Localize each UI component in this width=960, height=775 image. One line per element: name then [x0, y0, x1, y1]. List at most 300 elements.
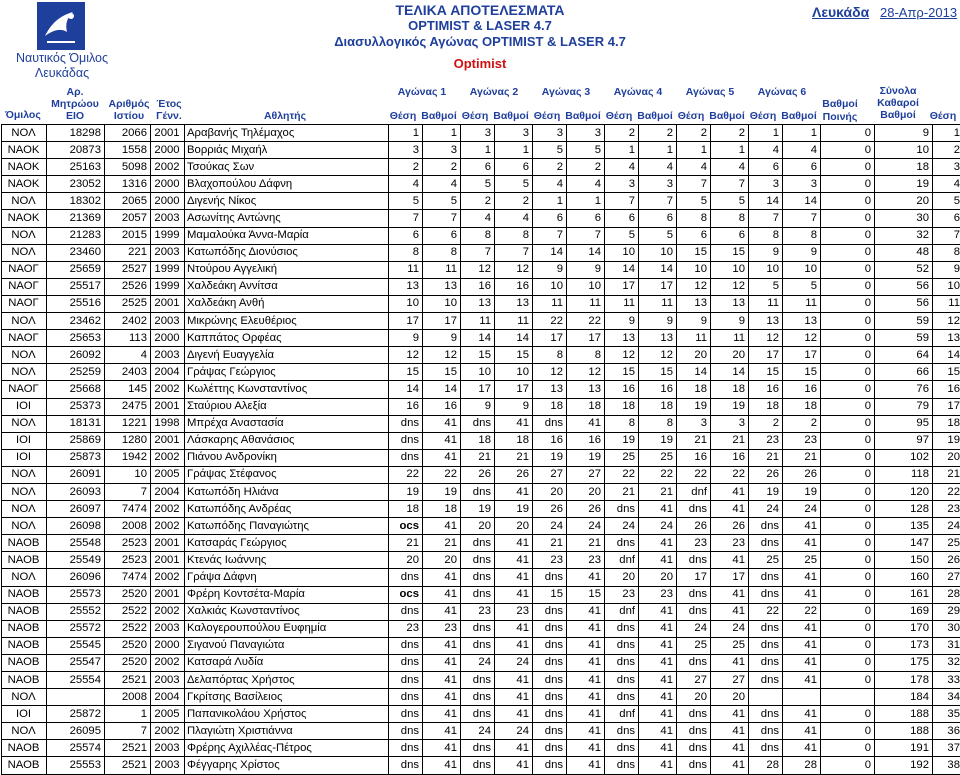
- cell-r6-points: 41: [783, 535, 821, 552]
- cell-birth-year: 2005: [151, 706, 185, 723]
- race-4-label: Αγώνας 4: [602, 86, 674, 98]
- cell-r5-points: 41: [711, 501, 749, 518]
- cell-r4-points: 25: [639, 449, 677, 466]
- cell-r3-points: 19: [567, 449, 605, 466]
- cell-r4-points: 24: [639, 518, 677, 535]
- event-date: 28-Απρ-2013: [880, 5, 957, 20]
- cell-penalty: 0: [821, 364, 875, 381]
- cell-r1-place: 16: [389, 398, 423, 415]
- cell-athlete: Καππάτος Ορφέας: [185, 330, 389, 347]
- cell-r6-points: 26: [783, 466, 821, 483]
- cell-r6-points: 23: [783, 432, 821, 449]
- cell-birth-year: 2002: [151, 654, 185, 671]
- cell-r4-points: 41: [639, 723, 677, 740]
- cell-athlete: Ασωνίτης Αντώνης: [185, 210, 389, 227]
- cell-r5-place: 8: [677, 210, 711, 227]
- cell-r6-place: dns: [749, 620, 783, 637]
- cell-r4-place: 12: [605, 347, 639, 364]
- cell-birth-year: 2001: [151, 535, 185, 552]
- cell-r5-points: 41: [711, 757, 749, 774]
- col-totals-line1: Σύνολα: [872, 85, 924, 97]
- cell-r6-points: 17: [783, 347, 821, 364]
- cell-r6-place: dns: [749, 672, 783, 689]
- cell-r5-points: 13: [711, 295, 749, 312]
- cell-r6-place: [749, 689, 783, 706]
- cell-r6-points: 24: [783, 501, 821, 518]
- cell-reg-no: 18298: [47, 125, 105, 142]
- cell-r2-points: 5: [495, 176, 533, 193]
- cell-r3-place: dns: [533, 603, 567, 620]
- cell-r2-points: 16: [495, 278, 533, 295]
- cell-r1-points: 41: [423, 672, 461, 689]
- cell-sail-no: 2522: [105, 620, 151, 637]
- cell-r2-points: 41: [495, 672, 533, 689]
- cell-r1-place: 23: [389, 620, 423, 637]
- cell-r1-place: dns: [389, 432, 423, 449]
- cell-birth-year: 2003: [151, 244, 185, 261]
- cell-athlete: Κωλέττης Κωνσταντίνος: [185, 381, 389, 398]
- cell-r4-points: 18: [639, 398, 677, 415]
- cell-athlete: Ντούρου Αγγελική: [185, 261, 389, 278]
- cell-r3-points: 17: [567, 330, 605, 347]
- cell-r6-points: 41: [783, 740, 821, 757]
- cell-final-place: 24: [933, 518, 960, 535]
- cell-r2-points: 41: [495, 415, 533, 432]
- cell-net-points: 192: [875, 757, 933, 774]
- cell-r6-points: 5: [783, 278, 821, 295]
- cell-r2-place: dns: [461, 586, 495, 603]
- cell-r4-points: 14: [639, 261, 677, 278]
- cell-r4-points: 20: [639, 569, 677, 586]
- cell-r5-place: 4: [677, 159, 711, 176]
- cell-r5-points: 41: [711, 654, 749, 671]
- cell-penalty: 0: [821, 466, 875, 483]
- cell-final-place: 5: [933, 193, 960, 210]
- cell-r6-place: 14: [749, 193, 783, 210]
- cell-r5-points: 15: [711, 244, 749, 261]
- cell-r1-place: dns: [389, 706, 423, 723]
- cell-r3-points: 41: [567, 757, 605, 774]
- cell-r6-place: dns: [749, 518, 783, 535]
- cell-r4-place: 17: [605, 278, 639, 295]
- cell-r6-place: 23: [749, 432, 783, 449]
- col-reg-line1: Αρ.: [46, 86, 104, 98]
- cell-r5-place: dns: [677, 757, 711, 774]
- cell-r4-place: 1: [605, 142, 639, 159]
- cell-net-points: 184: [875, 689, 933, 706]
- cell-club: ΝΑΟΒ: [2, 535, 47, 552]
- cell-final-place: 36: [933, 723, 960, 740]
- cell-r3-place: dns: [533, 672, 567, 689]
- cell-penalty: 0: [821, 672, 875, 689]
- cell-r4-points: 15: [639, 364, 677, 381]
- table-row: [2, 244, 960, 261]
- race-2-label: Αγώνας 2: [458, 86, 530, 98]
- cell-net-points: 188: [875, 706, 933, 723]
- cell-r1-points: 41: [423, 569, 461, 586]
- cell-reg-no: 25373: [47, 398, 105, 415]
- cell-net-points: 9: [875, 125, 933, 142]
- cell-r1-points: 41: [423, 432, 461, 449]
- cell-penalty: 0: [821, 620, 875, 637]
- cell-reg-no: 18302: [47, 193, 105, 210]
- cell-r1-points: 16: [423, 398, 461, 415]
- cell-club: ΝΑΟΓ: [2, 330, 47, 347]
- cell-r6-points: 41: [783, 672, 821, 689]
- cell-r3-points: 41: [567, 637, 605, 654]
- cell-r5-place: dns: [677, 706, 711, 723]
- cell-net-points: 10: [875, 142, 933, 159]
- cell-reg-no: 26097: [47, 501, 105, 518]
- cell-r1-points: 13: [423, 278, 461, 295]
- results-header: [0, 0, 960, 124]
- cell-r3-place: 19: [533, 449, 567, 466]
- cell-r5-place: 10: [677, 261, 711, 278]
- cell-r3-points: 41: [567, 620, 605, 637]
- race-3-label: Αγώνας 3: [530, 86, 602, 98]
- cell-athlete: Σταύριου Αλεξία: [185, 398, 389, 415]
- table-row: [2, 518, 960, 535]
- cell-birth-year: 2002: [151, 159, 185, 176]
- cell-r6-place: 18: [749, 398, 783, 415]
- cell-r4-place: dns: [605, 535, 639, 552]
- cell-birth-year: 2003: [151, 347, 185, 364]
- cell-birth-year: 2003: [151, 620, 185, 637]
- cell-r5-points: 41: [711, 552, 749, 569]
- cell-r4-points: 12: [639, 347, 677, 364]
- cell-r3-place: 21: [533, 535, 567, 552]
- cell-r2-points: 41: [495, 552, 533, 569]
- cell-penalty: 0: [821, 381, 875, 398]
- cell-r1-place: 2: [389, 159, 423, 176]
- cell-r2-points: 2: [495, 193, 533, 210]
- table-row: [2, 449, 960, 466]
- cell-r2-place: 4: [461, 210, 495, 227]
- cell-r3-points: 7: [567, 227, 605, 244]
- cell-penalty: 0: [821, 449, 875, 466]
- cell-r5-place: 19: [677, 398, 711, 415]
- cell-r5-place: dnf: [677, 483, 711, 500]
- cell-r1-points: 8: [423, 244, 461, 261]
- cell-r2-points: 41: [495, 535, 533, 552]
- cell-r2-points: 41: [495, 637, 533, 654]
- cell-final-place: 38: [933, 757, 960, 774]
- cell-r2-place: 20: [461, 518, 495, 535]
- cell-r6-points: 13: [783, 313, 821, 330]
- col-sail-line1: Αριθμός: [104, 98, 154, 110]
- cell-r6-place: 2: [749, 415, 783, 432]
- cell-r1-points: 41: [423, 449, 461, 466]
- cell-penalty: 0: [821, 330, 875, 347]
- cell-club: ΝΑΟΒ: [2, 757, 47, 774]
- cell-final-place: 31: [933, 637, 960, 654]
- cell-athlete: Διγενή Ευαγγελία: [185, 347, 389, 364]
- cell-reg-no: 25545: [47, 637, 105, 654]
- cell-r1-points: 10: [423, 295, 461, 312]
- table-row: [2, 142, 960, 159]
- cell-r5-points: 20: [711, 689, 749, 706]
- cell-penalty: 0: [821, 654, 875, 671]
- cell-r5-place: 9: [677, 313, 711, 330]
- cell-final-place: 4: [933, 176, 960, 193]
- cell-r2-points: 41: [495, 586, 533, 603]
- cell-r3-points: 12: [567, 364, 605, 381]
- cell-sail-no: 2008: [105, 518, 151, 535]
- cell-r3-place: 6: [533, 210, 567, 227]
- cell-r1-place: 13: [389, 278, 423, 295]
- cell-birth-year: 2000: [151, 330, 185, 347]
- table-row: [2, 432, 960, 449]
- cell-r3-points: 41: [567, 740, 605, 757]
- cell-r6-place: 5: [749, 278, 783, 295]
- cell-birth-year: 2001: [151, 432, 185, 449]
- cell-r4-place: 20: [605, 569, 639, 586]
- cell-club: ΝΑΟΒ: [2, 603, 47, 620]
- cell-r2-points: 14: [495, 330, 533, 347]
- cell-sail-no: 7: [105, 723, 151, 740]
- cell-r2-place: 12: [461, 261, 495, 278]
- cell-r1-points: 41: [423, 603, 461, 620]
- cell-r2-points: 4: [495, 210, 533, 227]
- cell-final-place: 25: [933, 535, 960, 552]
- cell-r5-place: 21: [677, 432, 711, 449]
- cell-reg-no: 25517: [47, 278, 105, 295]
- cell-athlete: Πιάνου Ανδρονίκη: [185, 449, 389, 466]
- cell-r4-points: 41: [639, 672, 677, 689]
- cell-sail-no: 2520: [105, 637, 151, 654]
- cell-r5-points: 18: [711, 381, 749, 398]
- cell-r6-points: 14: [783, 193, 821, 210]
- cell-r5-place: 18: [677, 381, 711, 398]
- club-logo-icon: [37, 2, 85, 50]
- cell-net-points: 188: [875, 723, 933, 740]
- cell-r3-place: 14: [533, 244, 567, 261]
- cell-penalty: 0: [821, 142, 875, 159]
- cell-r6-points: [783, 689, 821, 706]
- cell-r5-points: 17: [711, 569, 749, 586]
- cell-r2-place: 11: [461, 313, 495, 330]
- cell-net-points: 150: [875, 552, 933, 569]
- cell-r4-points: 4: [639, 159, 677, 176]
- cell-r1-place: 8: [389, 244, 423, 261]
- cell-r3-place: dns: [533, 740, 567, 757]
- cell-r4-place: 14: [605, 261, 639, 278]
- cell-r4-place: 13: [605, 330, 639, 347]
- cell-athlete: Χαλκιάς Κωνσταντίνος: [185, 603, 389, 620]
- cell-r4-place: 2: [605, 125, 639, 142]
- cell-r3-place: 4: [533, 176, 567, 193]
- cell-r2-points: 11: [495, 313, 533, 330]
- cell-r2-place: dns: [461, 706, 495, 723]
- cell-net-points: 66: [875, 364, 933, 381]
- cell-net-points: 59: [875, 313, 933, 330]
- race-6-place-label: Θέση: [746, 110, 780, 122]
- cell-r2-place: dns: [461, 483, 495, 500]
- cell-r6-points: 41: [783, 654, 821, 671]
- cell-sail-no: 2525: [105, 295, 151, 312]
- cell-birth-year: 2003: [151, 313, 185, 330]
- cell-birth-year: 2002: [151, 723, 185, 740]
- cell-reg-no: 23460: [47, 244, 105, 261]
- cell-club: ΝΟΛ: [2, 415, 47, 432]
- cell-sail-no: 2520: [105, 586, 151, 603]
- cell-r2-points: 1: [495, 142, 533, 159]
- cell-r3-place: 26: [533, 501, 567, 518]
- cell-r4-points: 6: [639, 210, 677, 227]
- cell-athlete: Δελαπόρτας Χρήστος: [185, 672, 389, 689]
- cell-r1-place: 14: [389, 381, 423, 398]
- cell-penalty: 0: [821, 483, 875, 500]
- race-5-label: Αγώνας 5: [674, 86, 746, 98]
- cell-penalty: 0: [821, 586, 875, 603]
- cell-r1-points: 41: [423, 740, 461, 757]
- cell-r4-points: 41: [639, 535, 677, 552]
- cell-penalty: 0: [821, 518, 875, 535]
- cell-athlete: Κατσαρά Λυδία: [185, 654, 389, 671]
- cell-athlete: Γράψας Γεώργιος: [185, 364, 389, 381]
- cell-r6-points: 6: [783, 159, 821, 176]
- cell-r3-points: 5: [567, 142, 605, 159]
- cell-r3-place: 13: [533, 381, 567, 398]
- cell-r4-place: dns: [605, 757, 639, 774]
- cell-r3-place: dns: [533, 757, 567, 774]
- col-penalty-line2: Ποινής: [812, 111, 868, 123]
- cell-r1-place: dns: [389, 449, 423, 466]
- cell-r5-place: 14: [677, 364, 711, 381]
- cell-r3-points: 2: [567, 159, 605, 176]
- cell-final-place: 28: [933, 586, 960, 603]
- cell-r6-place: 13: [749, 313, 783, 330]
- cell-r1-points: 3: [423, 142, 461, 159]
- cell-r5-place: 2: [677, 125, 711, 142]
- cell-birth-year: 1999: [151, 227, 185, 244]
- cell-sail-no: 4: [105, 347, 151, 364]
- cell-club: ΝΑΟΓ: [2, 381, 47, 398]
- cell-final-place: 7: [933, 227, 960, 244]
- cell-club: ΝΑΟΚ: [2, 210, 47, 227]
- cell-r5-points: 4: [711, 159, 749, 176]
- cell-r3-points: 27: [567, 466, 605, 483]
- cell-r4-points: 41: [639, 654, 677, 671]
- cell-r2-points: 13: [495, 295, 533, 312]
- cell-r4-points: 8: [639, 415, 677, 432]
- cell-r1-place: 9: [389, 330, 423, 347]
- cell-r2-place: 2: [461, 193, 495, 210]
- results-table: [1, 124, 960, 775]
- race-3-place-label: Θέση: [530, 110, 564, 122]
- cell-r6-place: 12: [749, 330, 783, 347]
- cell-birth-year: 2003: [151, 672, 185, 689]
- cell-athlete: Κτενάς Ιωάννης: [185, 552, 389, 569]
- cell-r6-points: 18: [783, 398, 821, 415]
- cell-r1-place: dns: [389, 740, 423, 757]
- cell-net-points: 178: [875, 672, 933, 689]
- cell-r6-place: dns: [749, 654, 783, 671]
- cell-r1-place: dns: [389, 603, 423, 620]
- cell-athlete: Λάσκαρης Αθανάσιος: [185, 432, 389, 449]
- cell-r1-points: 5: [423, 193, 461, 210]
- class-name: Optimist: [250, 56, 710, 71]
- cell-r2-place: 8: [461, 227, 495, 244]
- cell-r5-place: 27: [677, 672, 711, 689]
- cell-birth-year: 2004: [151, 364, 185, 381]
- cell-sail-no: 2520: [105, 654, 151, 671]
- cell-r1-place: 3: [389, 142, 423, 159]
- cell-birth-year: 2004: [151, 483, 185, 500]
- cell-athlete: Κατωπόδης Ανδρέας: [185, 501, 389, 518]
- cell-penalty: 0: [821, 603, 875, 620]
- cell-final-place: 1: [933, 125, 960, 142]
- cell-final-place: 17: [933, 398, 960, 415]
- cell-club: ΝΟΛ: [2, 244, 47, 261]
- cell-birth-year: 2000: [151, 142, 185, 159]
- cell-r5-place: 7: [677, 176, 711, 193]
- cell-r2-place: 3: [461, 125, 495, 142]
- cell-sail-no: 2403: [105, 364, 151, 381]
- cell-final-place: 34: [933, 689, 960, 706]
- cell-r1-points: 18: [423, 501, 461, 518]
- cell-r1-points: 6: [423, 227, 461, 244]
- cell-r4-points: 41: [639, 637, 677, 654]
- cell-r5-place: 20: [677, 347, 711, 364]
- cell-sail-no: 221: [105, 244, 151, 261]
- cell-r4-points: 41: [639, 757, 677, 774]
- cell-r1-points: 23: [423, 620, 461, 637]
- cell-final-place: 15: [933, 364, 960, 381]
- cell-r1-points: 41: [423, 689, 461, 706]
- cell-r6-points: 28: [783, 757, 821, 774]
- cell-r3-place: 11: [533, 295, 567, 312]
- cell-r6-place: 22: [749, 603, 783, 620]
- cell-net-points: 120: [875, 483, 933, 500]
- race-6-label: Αγώνας 6: [746, 86, 818, 98]
- cell-r1-points: 17: [423, 313, 461, 330]
- cell-r2-place: 24: [461, 723, 495, 740]
- cell-r6-place: 4: [749, 142, 783, 159]
- cell-r4-place: 7: [605, 193, 639, 210]
- cell-net-points: 32: [875, 227, 933, 244]
- cell-r4-place: dns: [605, 740, 639, 757]
- cell-r1-points: 41: [423, 415, 461, 432]
- cell-r6-points: 22: [783, 603, 821, 620]
- cell-net-points: 48: [875, 244, 933, 261]
- cell-r1-place: 6: [389, 227, 423, 244]
- cell-r2-place: 16: [461, 278, 495, 295]
- cell-r5-place: 16: [677, 449, 711, 466]
- cell-net-points: 169: [875, 603, 933, 620]
- cell-club: ΝΟΛ: [2, 723, 47, 740]
- cell-r1-place: dns: [389, 689, 423, 706]
- race-5-points-label: Βαθμοί: [708, 110, 746, 122]
- cell-birth-year: 2004: [151, 689, 185, 706]
- cell-r6-points: 1: [783, 125, 821, 142]
- cell-r1-place: dns: [389, 757, 423, 774]
- race-5-place-label: Θέση: [674, 110, 708, 122]
- cell-birth-year: 2002: [151, 449, 185, 466]
- cell-r2-place: 6: [461, 159, 495, 176]
- cell-r3-points: 41: [567, 654, 605, 671]
- cell-r4-points: 41: [639, 552, 677, 569]
- cell-r3-points: 41: [567, 723, 605, 740]
- cell-r3-place: 18: [533, 398, 567, 415]
- cell-net-points: 18: [875, 159, 933, 176]
- cell-r5-points: 6: [711, 227, 749, 244]
- cell-r5-points: 9: [711, 313, 749, 330]
- cell-r4-place: dnf: [605, 706, 639, 723]
- cell-r3-points: 11: [567, 295, 605, 312]
- cell-r6-place: 19: [749, 483, 783, 500]
- cell-sail-no: 2066: [105, 125, 151, 142]
